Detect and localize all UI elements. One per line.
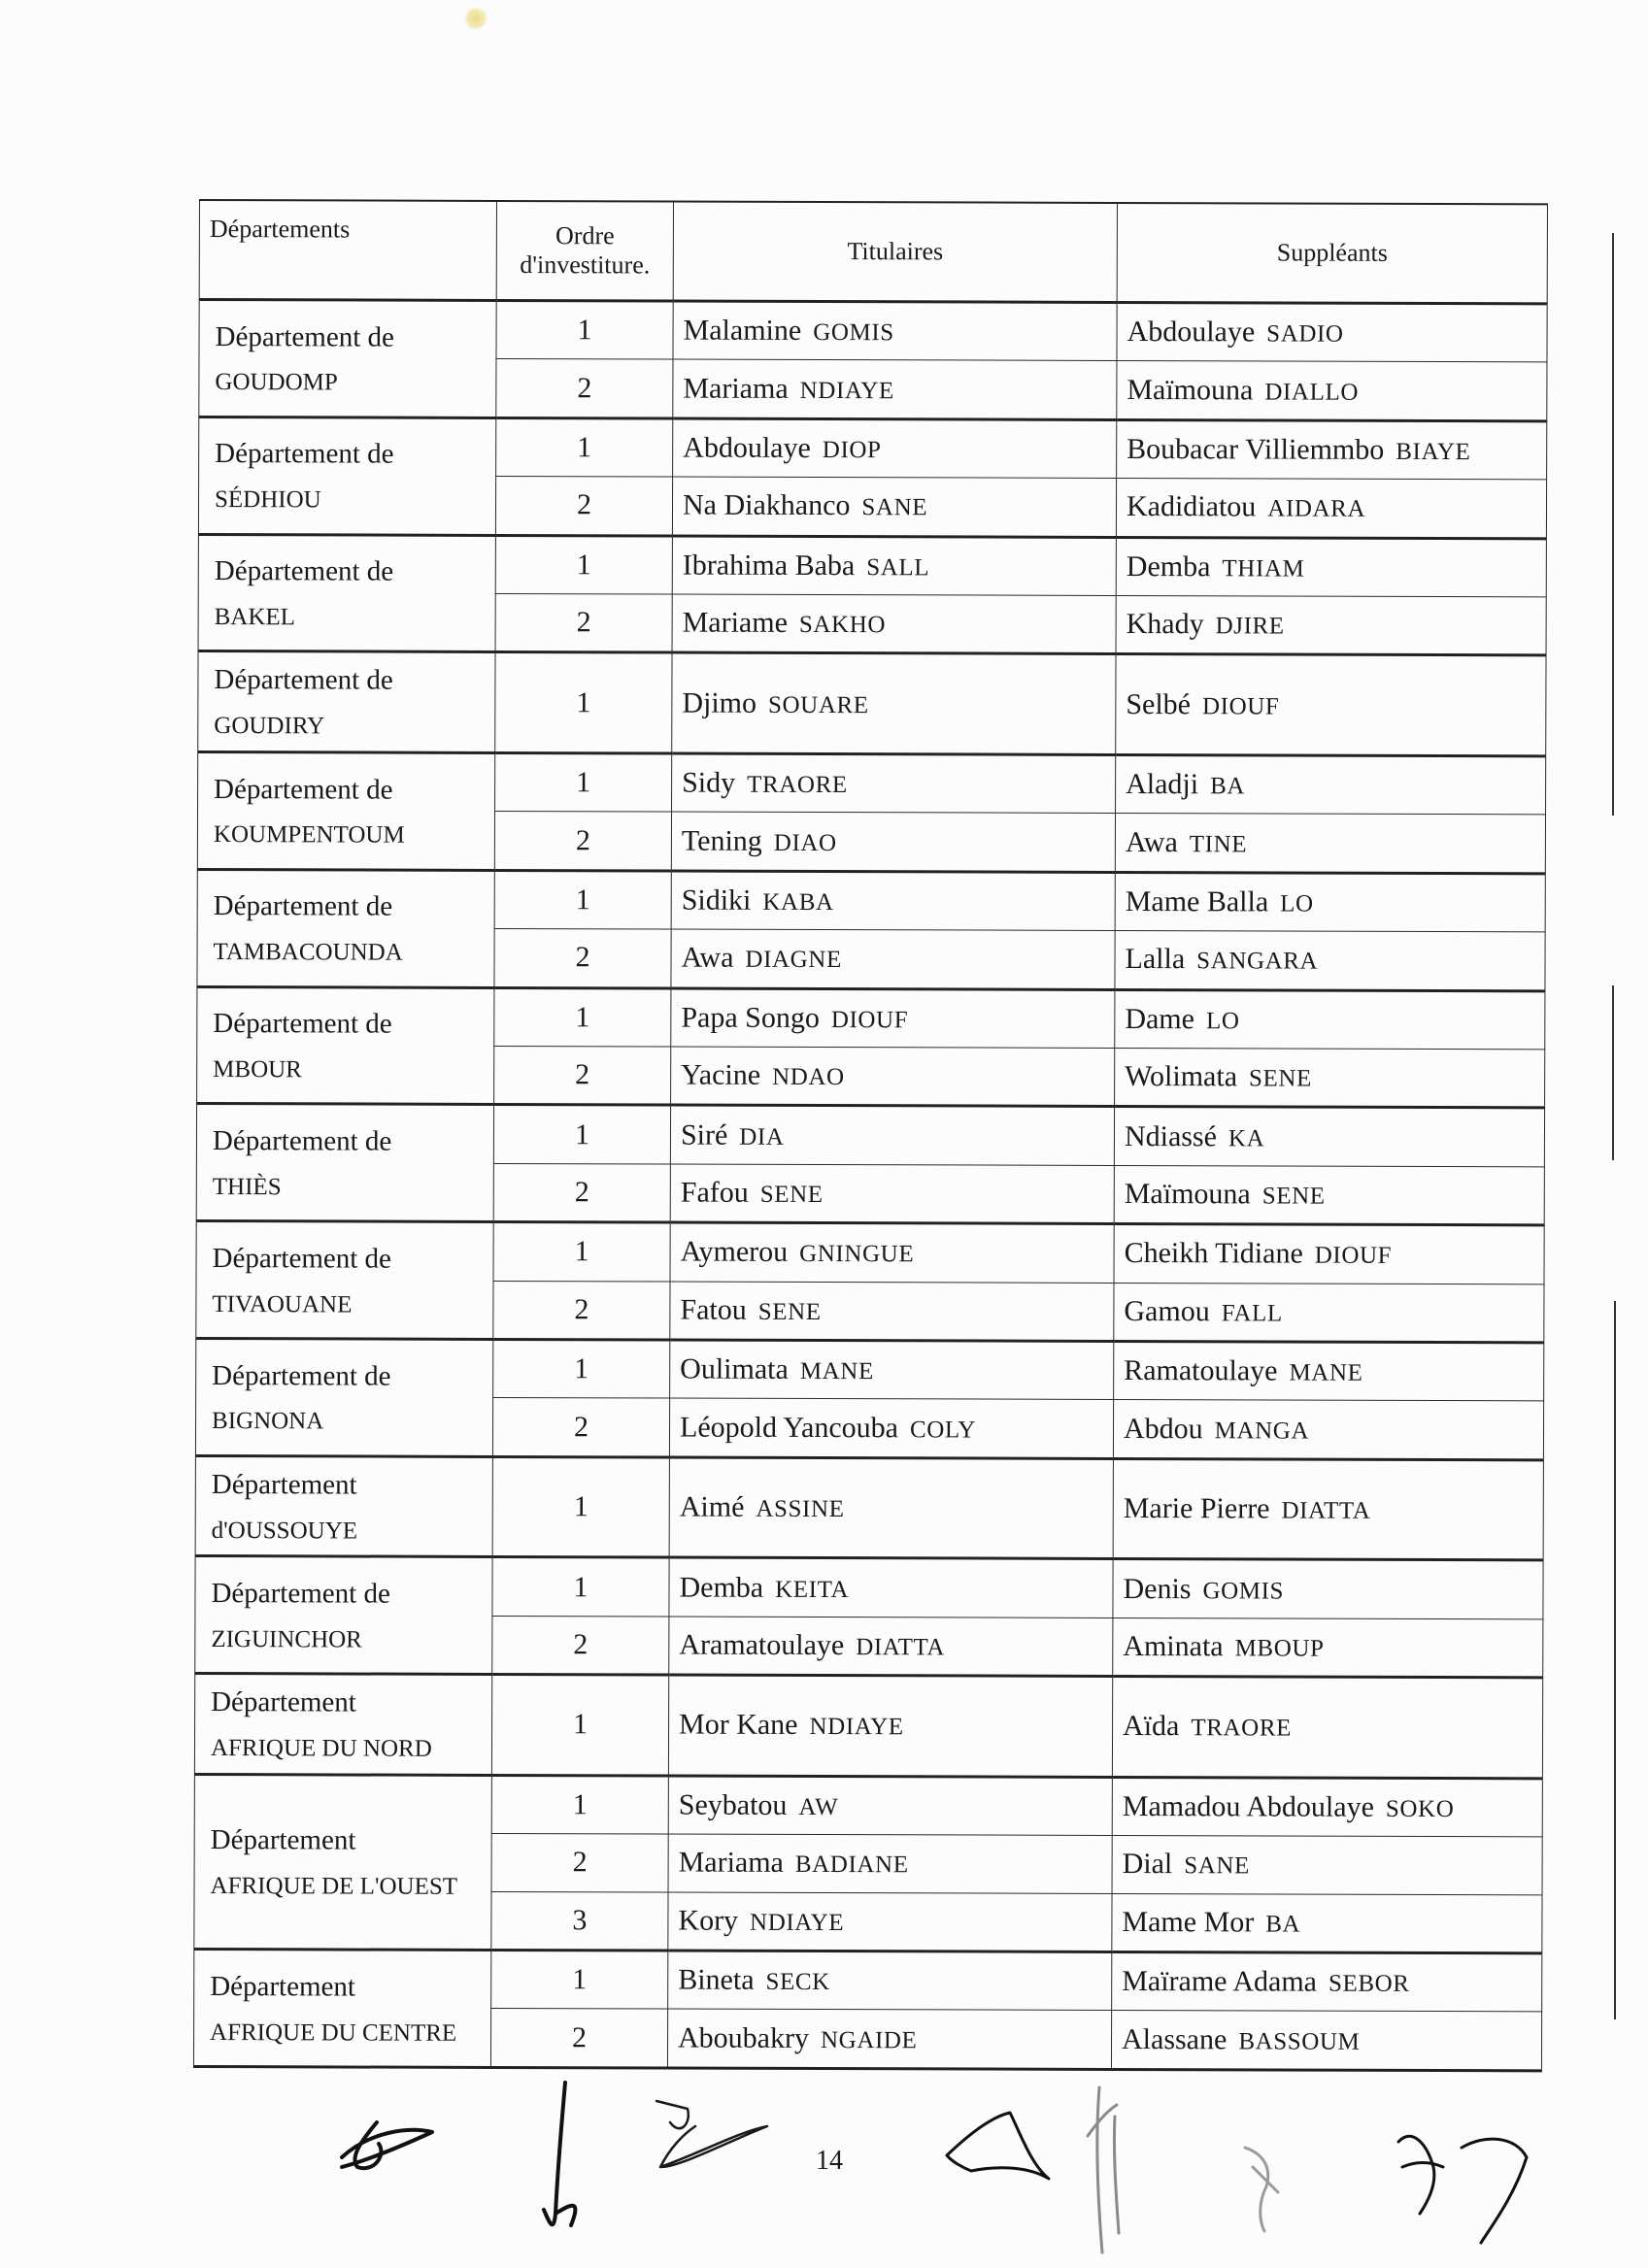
table-row xyxy=(199,417,1547,480)
ordre-cell: 2 xyxy=(490,2009,667,2068)
ordre-cell: 1 xyxy=(493,1105,670,1164)
suppleant-nom: SANGARA xyxy=(1196,948,1319,975)
ordre-cell: 2 xyxy=(493,1281,670,1340)
suppleant-cell xyxy=(1117,419,1547,480)
titulaire-cell xyxy=(672,753,1116,814)
titulaire-cell xyxy=(671,871,1115,931)
table-row xyxy=(196,1338,1544,1401)
signature-4 xyxy=(947,2113,1049,2179)
suppleant-prenom: Aïda xyxy=(1123,1710,1180,1743)
suppleant-prenom: Mame Mor xyxy=(1122,1905,1255,1939)
ordre-cell: 3 xyxy=(491,1891,668,1951)
titulaire-prenom: Yacine xyxy=(681,1058,761,1091)
suppleant-cell xyxy=(1113,1400,1543,1460)
titulaire-nom: DIOUF xyxy=(830,1006,909,1034)
titulaire-nom: TRAORE xyxy=(747,771,848,799)
scan-edge-mark xyxy=(1612,233,1614,816)
titulaire-nom: MANE xyxy=(799,1358,874,1385)
titulaire-nom: BADIANE xyxy=(794,1851,909,1879)
ordre-cell: 1 xyxy=(495,652,672,753)
suppleant-prenom: Wolimata xyxy=(1125,1060,1238,1093)
suppleant-nom: DIOUF xyxy=(1201,692,1280,720)
suppleant-nom: SANE xyxy=(1184,1852,1250,1880)
suppleant-nom: MBOUP xyxy=(1234,1635,1325,1662)
department-cell xyxy=(198,651,495,753)
titulaire-prenom: Papa Songo xyxy=(681,1001,820,1034)
suppleant-nom: AIDARA xyxy=(1267,495,1366,523)
titulaire-cell xyxy=(672,652,1116,754)
titulaire-prenom: Mariama xyxy=(683,372,789,405)
ordre-cell: 2 xyxy=(494,929,671,988)
table-row xyxy=(199,300,1547,363)
suppleant-cell xyxy=(1116,479,1546,539)
table-row xyxy=(194,1949,1542,2012)
titulaire-nom: SECK xyxy=(765,1969,830,1996)
suppleant-prenom: Maïmouna xyxy=(1124,1177,1251,1211)
ordre-cell: 2 xyxy=(492,1616,669,1675)
titulaire-prenom: Djimo xyxy=(682,686,757,719)
ordre-cell: 2 xyxy=(491,1834,668,1892)
department-name: GOUDIRY xyxy=(214,713,325,740)
suppleant-cell xyxy=(1113,1559,1543,1619)
department-cell xyxy=(195,1338,492,1456)
ordre-cell: 1 xyxy=(494,870,671,929)
suppleant-cell xyxy=(1112,1677,1542,1779)
suppleant-prenom: Mame Balla xyxy=(1125,884,1269,918)
department-label: Département xyxy=(210,1824,356,1856)
titulaire-prenom: Aramatoulaye xyxy=(679,1628,845,1662)
suppleant-cell xyxy=(1114,1341,1544,1401)
department-label: Département xyxy=(211,1468,357,1501)
suppleant-prenom: Dial xyxy=(1122,1848,1173,1881)
suppleant-cell xyxy=(1115,1048,1545,1108)
titulaire-nom: ASSINE xyxy=(756,1495,845,1523)
department-label: Département de xyxy=(213,1008,392,1040)
department-name: AFRIQUE DU CENTRE xyxy=(210,2018,457,2047)
suppleant-cell xyxy=(1114,1224,1544,1284)
department-cell xyxy=(199,300,496,418)
suppleant-nom: GOMIS xyxy=(1202,1577,1285,1605)
suppleant-prenom: Dame xyxy=(1125,1002,1195,1035)
ordre-cell: 1 xyxy=(492,1557,669,1617)
table-row xyxy=(198,752,1546,816)
titulaire-cell xyxy=(669,1557,1113,1618)
titulaire-prenom: Bineta xyxy=(678,1963,755,1996)
titulaire-prenom: Sidy xyxy=(682,766,736,799)
titulaire-cell xyxy=(672,536,1116,596)
suppleant-nom: LO xyxy=(1280,890,1314,917)
titulaire-cell xyxy=(673,359,1117,419)
department-cell xyxy=(196,1221,493,1340)
titulaire-prenom: Malamine xyxy=(683,314,802,348)
titulaire-prenom: Kory xyxy=(678,1904,739,1937)
suppleant-nom: DIOUF xyxy=(1314,1242,1393,1270)
suppleant-prenom: Selbé xyxy=(1126,687,1192,720)
titulaire-cell xyxy=(670,1282,1114,1342)
suppleant-cell xyxy=(1112,1951,1542,2012)
suppleant-prenom: Khady xyxy=(1126,608,1204,641)
suppleant-prenom: Abdou xyxy=(1123,1412,1203,1445)
suppleant-cell xyxy=(1114,1107,1544,1167)
suppleant-nom: SEBOR xyxy=(1328,1970,1410,1998)
titulaire-cell xyxy=(672,477,1116,537)
suppleant-nom: BA xyxy=(1265,1911,1301,1938)
department-cell xyxy=(198,534,495,652)
department-name: GOUDOMP xyxy=(215,369,338,396)
department-label: Département de xyxy=(214,555,394,587)
department-cell xyxy=(196,1104,493,1222)
suppleant-prenom: Abdoulaye xyxy=(1127,316,1256,349)
ordre-cell: 2 xyxy=(495,593,672,652)
suppleant-prenom: Denis xyxy=(1123,1572,1192,1605)
titulaire-nom: KEITA xyxy=(775,1576,850,1603)
titulaire-prenom: Awa xyxy=(681,941,734,975)
titulaire-cell xyxy=(671,929,1115,989)
titulaire-cell xyxy=(671,988,1115,1049)
titulaire-prenom: Léopold Yancouba xyxy=(679,1411,899,1444)
titulaire-cell xyxy=(667,2009,1111,2069)
titulaire-nom: SALL xyxy=(866,553,930,582)
department-name: BAKEL xyxy=(214,604,296,631)
ordre-cell: 1 xyxy=(496,300,673,359)
department-name: AFRIQUE DE L'OUEST xyxy=(210,1872,458,1900)
department-cell xyxy=(197,752,494,871)
suppleant-prenom: Marie Pierre xyxy=(1123,1492,1270,1525)
suppleant-cell xyxy=(1117,302,1547,362)
ordre-cell: 1 xyxy=(494,987,671,1047)
ordre-cell: 2 xyxy=(492,1398,669,1457)
signature-6 xyxy=(1245,2148,1278,2231)
ordre-cell: 2 xyxy=(493,1163,670,1222)
header-suppleants: Suppléants xyxy=(1117,203,1547,304)
candidates-table xyxy=(193,199,1548,2072)
titulaire-cell xyxy=(673,301,1117,361)
titulaire-nom: SANE xyxy=(861,494,928,521)
department-cell xyxy=(194,1674,491,1776)
scan-edge-mark xyxy=(1612,985,1614,1160)
ordre-cell: 2 xyxy=(496,359,673,418)
suppleant-cell xyxy=(1115,814,1545,874)
page-number: 14 xyxy=(816,2146,843,2176)
suppleant-prenom: Awa xyxy=(1125,825,1178,858)
titulaire-nom: DIATTA xyxy=(856,1634,946,1661)
ordre-cell: 2 xyxy=(495,477,672,536)
ordre-cell: 2 xyxy=(494,1046,671,1105)
ordre-cell: 1 xyxy=(493,1222,670,1282)
suppleant-cell xyxy=(1115,989,1545,1050)
titulaire-cell xyxy=(673,418,1117,479)
department-name: TIVAOUANE xyxy=(212,1290,353,1318)
ordre-cell: 1 xyxy=(491,1950,668,2009)
suppleant-cell xyxy=(1115,931,1545,991)
titulaire-prenom: Fatou xyxy=(680,1293,747,1326)
suppleant-cell xyxy=(1116,595,1546,655)
department-label: Département de xyxy=(215,438,394,471)
department-name: ZIGUINCHOR xyxy=(211,1625,362,1653)
suppleant-nom: SENE xyxy=(1261,1183,1326,1210)
suppleant-nom: BA xyxy=(1210,773,1246,800)
department-cell xyxy=(198,417,495,535)
department-cell xyxy=(195,1455,492,1557)
suppleant-prenom: Kadidiatou xyxy=(1126,490,1257,523)
ordre-cell: 1 xyxy=(493,1339,670,1398)
header-ordre: Ordre d'investiture. xyxy=(496,201,673,301)
titulaire-prenom: Aboubakry xyxy=(678,2021,810,2054)
suppleant-nom: SENE xyxy=(1249,1065,1312,1092)
titulaire-nom: KABA xyxy=(762,888,834,917)
suppleant-cell xyxy=(1113,1618,1543,1678)
titulaire-nom: DIAGNE xyxy=(745,947,842,974)
suppleant-cell xyxy=(1116,654,1546,756)
titulaire-prenom: Abdoulaye xyxy=(683,431,811,464)
titulaire-nom: DIOP xyxy=(822,436,882,464)
department-cell xyxy=(194,1774,492,1950)
suppleant-nom: DJIRE xyxy=(1215,613,1285,640)
department-label: Département de xyxy=(212,1242,392,1275)
table-row xyxy=(198,534,1546,597)
titulaire-nom: DIA xyxy=(739,1123,785,1151)
titulaire-nom: SENE xyxy=(759,1181,824,1208)
titulaire-cell xyxy=(672,594,1116,654)
titulaire-cell xyxy=(671,812,1115,872)
titulaire-prenom: Tening xyxy=(681,824,762,857)
suppleant-prenom: Aminata xyxy=(1123,1629,1224,1663)
suppleant-prenom: Ramatoulaye xyxy=(1124,1354,1278,1387)
suppleant-prenom: Boubacar Villiemmbo xyxy=(1127,432,1385,466)
titulaire-cell xyxy=(668,1951,1112,2011)
department-label: Département de xyxy=(214,664,393,697)
titulaire-prenom: Na Diakhanco xyxy=(682,488,851,522)
titulaire-cell xyxy=(670,1105,1114,1165)
department-name: MBOUR xyxy=(213,1056,302,1084)
titulaire-cell xyxy=(669,1457,1113,1559)
titulaire-nom: GNINGUE xyxy=(799,1241,915,1268)
table-row xyxy=(198,651,1546,756)
suppleant-prenom: Alassane xyxy=(1121,2022,1228,2056)
department-name: AFRIQUE DU NORD xyxy=(210,1735,432,1762)
titulaire-prenom: Ibrahima Baba xyxy=(682,549,856,582)
titulaire-nom: GOMIS xyxy=(813,319,894,347)
scan-edge-mark xyxy=(1614,1301,1616,2019)
department-name: d'OUSSOUYE xyxy=(211,1517,358,1545)
suppleant-cell xyxy=(1111,2011,1541,2071)
titulaire-nom: SENE xyxy=(757,1298,822,1325)
titulaire-cell xyxy=(668,1834,1112,1893)
titulaire-cell xyxy=(670,1340,1114,1400)
signature-5 xyxy=(1088,2087,1119,2252)
ordre-cell: 1 xyxy=(492,1456,669,1557)
table-row xyxy=(195,1455,1543,1560)
table-body xyxy=(193,300,1547,2071)
department-name: KOUMPENTOUM xyxy=(213,821,405,850)
department-name: THIÈS xyxy=(212,1173,282,1201)
suppleant-cell xyxy=(1113,1458,1543,1560)
suppleant-nom: TINE xyxy=(1189,830,1248,857)
suppleant-prenom: Demba xyxy=(1126,550,1211,584)
department-cell xyxy=(197,869,494,987)
titulaire-cell xyxy=(670,1222,1114,1283)
titulaire-nom: SOUARE xyxy=(767,691,869,718)
titulaire-nom: AW xyxy=(798,1793,839,1821)
suppleant-prenom: Maïmouna xyxy=(1127,373,1254,406)
suppleant-prenom: Aladji xyxy=(1126,768,1199,801)
ordre-cell: 2 xyxy=(494,812,671,871)
titulaire-prenom: Mariame xyxy=(682,606,788,640)
titulaire-cell xyxy=(668,1776,1112,1836)
suppleant-nom: KA xyxy=(1228,1124,1265,1151)
titulaire-nom: SAKHO xyxy=(798,612,887,639)
suppleant-cell xyxy=(1112,1836,1542,1895)
titulaire-prenom: Fafou xyxy=(680,1176,749,1209)
titulaire-prenom: Sidiki xyxy=(681,884,752,917)
suppleant-nom: SADIO xyxy=(1266,320,1344,348)
suppleant-nom: DIALLO xyxy=(1264,379,1360,406)
department-label: Département de xyxy=(211,1578,390,1610)
titulaire-prenom: Aymerou xyxy=(680,1235,789,1269)
titulaire-cell xyxy=(671,1047,1115,1107)
suppleant-nom: TRAORE xyxy=(1191,1715,1293,1743)
titulaire-prenom: Seybatou xyxy=(678,1788,788,1821)
suppleant-nom: MANGA xyxy=(1214,1417,1310,1445)
titulaire-cell xyxy=(668,1675,1112,1777)
titulaire-prenom: Oulimata xyxy=(680,1352,789,1386)
suppleant-nom: DIATTA xyxy=(1281,1497,1371,1524)
department-label: Département de xyxy=(213,890,393,923)
header-titulaires: Titulaires xyxy=(673,202,1117,303)
suppleant-nom: THIAM xyxy=(1222,555,1305,583)
department-name: TAMBACOUNDA xyxy=(213,939,403,966)
signature-1 xyxy=(342,2122,432,2168)
suppleant-prenom: Mamadou Abdoulaye xyxy=(1122,1790,1374,1823)
suppleant-nom: BIAYE xyxy=(1396,438,1471,466)
department-label: Département xyxy=(211,1686,356,1718)
titulaire-cell xyxy=(670,1164,1114,1224)
titulaire-prenom: Mor Kane xyxy=(679,1709,798,1742)
table-row xyxy=(194,1774,1542,1837)
department-label: Département de xyxy=(214,773,393,806)
suppleant-cell xyxy=(1115,872,1545,932)
suppleant-nom: SOKO xyxy=(1385,1795,1455,1823)
suppleant-cell xyxy=(1114,1283,1544,1343)
suppleant-cell xyxy=(1116,754,1546,815)
suppleant-prenom: Lalla xyxy=(1125,943,1186,976)
department-cell xyxy=(197,986,494,1105)
signature-3 xyxy=(656,2101,767,2167)
titulaire-nom: DIAO xyxy=(773,829,837,856)
department-label: Département xyxy=(210,1970,356,2003)
signature-7 xyxy=(1398,2136,1527,2243)
paper-stain xyxy=(464,8,488,29)
titulaire-nom: NDIAYE xyxy=(750,1909,845,1936)
header-departements: Départements xyxy=(199,200,496,300)
suppleant-cell xyxy=(1117,361,1547,421)
ordre-cell: 1 xyxy=(495,752,672,812)
titulaire-nom: NGAIDE xyxy=(820,2026,918,2054)
header-row xyxy=(199,200,1547,304)
suppleant-prenom: Gamou xyxy=(1124,1294,1210,1327)
suppleant-prenom: Maïrame Adama xyxy=(1122,1965,1318,1998)
titulaire-cell xyxy=(669,1398,1113,1458)
suppleant-cell xyxy=(1114,1165,1544,1225)
suppleant-nom: BASSOUM xyxy=(1238,2028,1361,2055)
titulaire-nom: NDAO xyxy=(772,1064,845,1091)
suppleant-cell xyxy=(1112,1893,1542,1953)
suppleant-prenom: Cheikh Tidiane xyxy=(1124,1237,1303,1270)
suppleant-prenom: Ndiassé xyxy=(1124,1119,1218,1152)
department-name: BIGNONA xyxy=(212,1408,324,1435)
table-row xyxy=(194,1674,1542,1779)
ordre-cell: 1 xyxy=(491,1675,668,1776)
suppleant-cell xyxy=(1112,1777,1542,1837)
department-label: Département de xyxy=(212,1125,392,1157)
suppleant-cell xyxy=(1116,537,1546,597)
titulaire-prenom: Mariama xyxy=(678,1846,784,1880)
table-row xyxy=(197,986,1545,1050)
department-label: Département de xyxy=(212,1359,391,1392)
suppleant-nom: FALL xyxy=(1221,1300,1283,1327)
titulaire-cell xyxy=(668,1892,1112,1952)
titulaire-nom: NDIAYE xyxy=(809,1714,904,1741)
table-row xyxy=(197,869,1545,932)
titulaire-cell xyxy=(669,1617,1113,1677)
titulaire-prenom: Siré xyxy=(680,1118,728,1151)
department-label: Département de xyxy=(215,320,394,353)
suppleant-nom: MANE xyxy=(1289,1359,1363,1386)
table-row xyxy=(196,1221,1544,1284)
table-row xyxy=(196,1104,1544,1167)
titulaire-nom: COLY xyxy=(909,1416,977,1444)
signature-2 xyxy=(544,2083,575,2225)
ordre-cell: 1 xyxy=(496,417,673,477)
titulaire-prenom: Aimé xyxy=(679,1490,745,1523)
titulaire-prenom: Demba xyxy=(679,1571,764,1604)
ordre-cell: 1 xyxy=(495,535,672,594)
department-cell xyxy=(195,1556,492,1675)
titulaire-nom: NDIAYE xyxy=(799,377,894,404)
department-cell xyxy=(193,1949,490,2067)
ordre-cell: 1 xyxy=(491,1775,668,1834)
department-name: SÉDHIOU xyxy=(214,486,321,514)
table-row xyxy=(195,1556,1543,1619)
suppleant-nom: LO xyxy=(1205,1008,1240,1035)
